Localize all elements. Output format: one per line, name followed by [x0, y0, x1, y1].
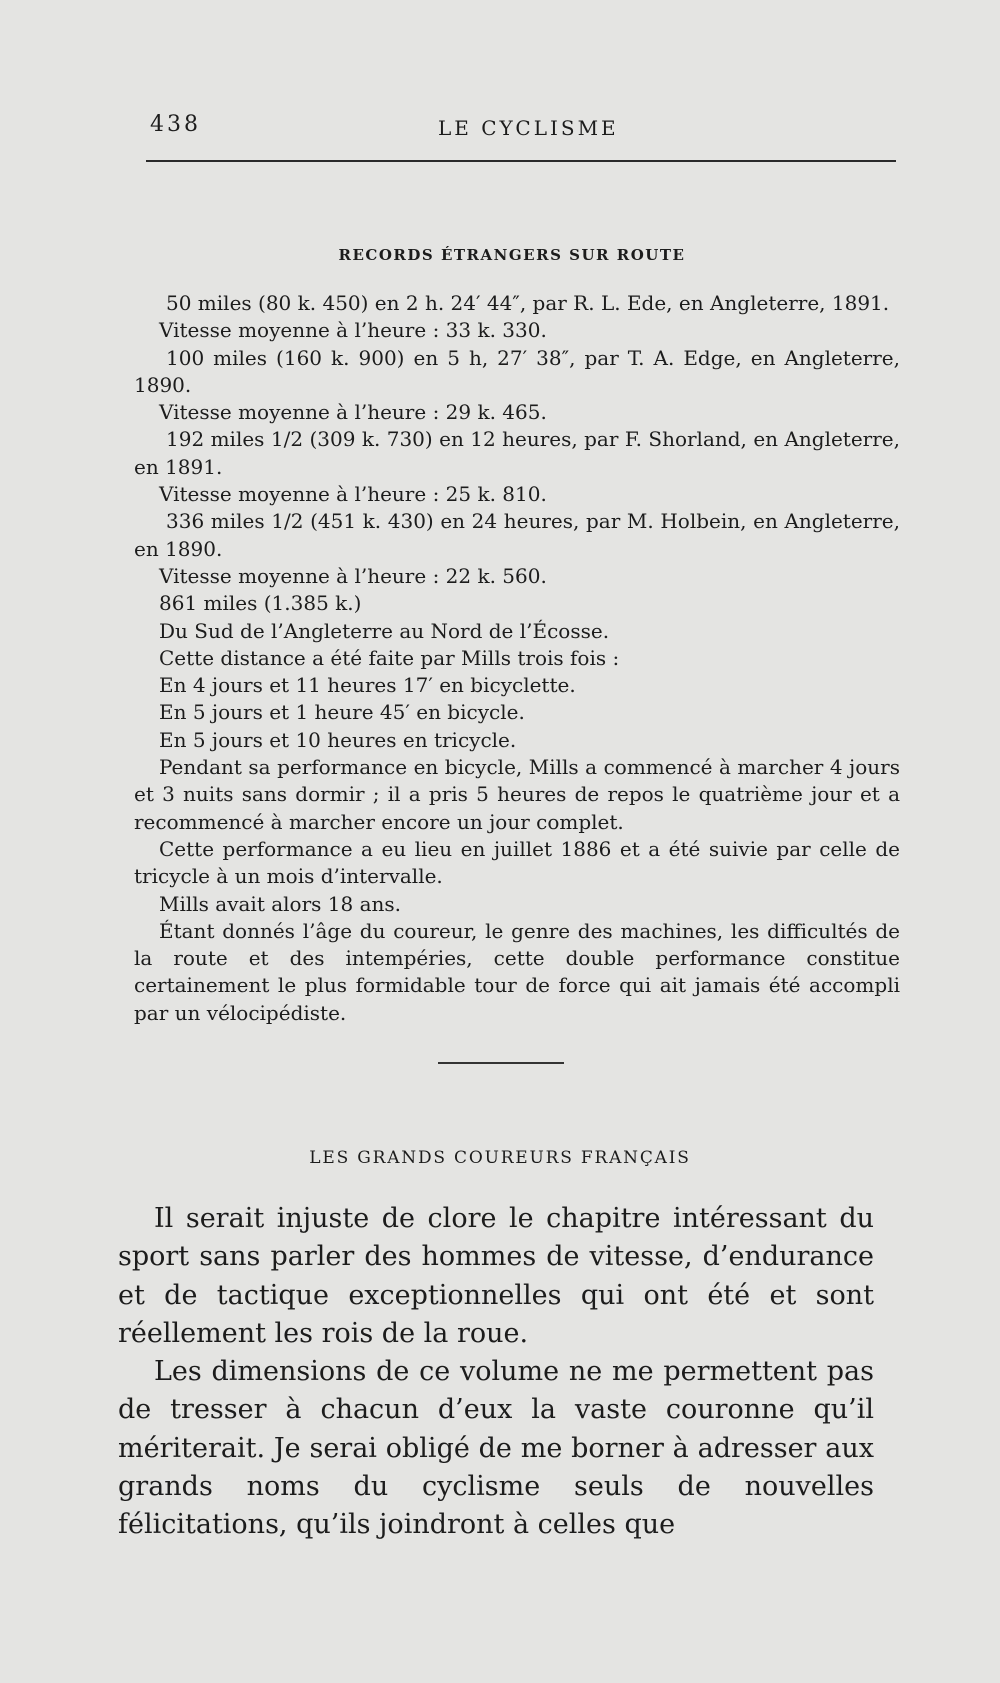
record-line: En 5 jours et 1 heure 45′ en bicycle.: [159, 700, 525, 725]
record-paragraph: Pendant sa performance en bicycle, Mills a commencé à marcher 4 jours et 3 nuits sans dormir ; il a pris 5 heures de repos le quatrième jour et a recommencé à marcher encore un jour complet.: [134, 755, 900, 834]
records-list: [134, 290, 900, 1027]
page-header: [0, 112, 1000, 142]
record-line: 192 miles 1/2 (309 k. 730) en 12 heures, par F. Shorland, en Angleterre, en 1891.: [134, 427, 900, 479]
record-line: 50 miles (80 k. 450) en 2 h. 24′ 44″, par R. L. Ede, en Angleterre, 1891.: [166, 291, 890, 315]
record-line: Vitesse moyenne à l’heure : 29 k. 465.: [159, 400, 547, 425]
record-line: Du Sud de l’Angleterre au Nord de l’Écosse.: [159, 618, 610, 643]
record-line: Vitesse moyenne à l’heure : 33 k. 330.: [159, 318, 547, 343]
records-section-title: RECORDS ÉTRANGERS SUR ROUTE: [338, 246, 686, 264]
section-divider: [438, 1062, 564, 1064]
header-rule: [146, 160, 896, 162]
record-line: Mills avait alors 18 ans.: [159, 891, 402, 916]
record-line: En 4 jours et 11 heures 17′ en bicyclette.: [159, 673, 576, 698]
coureurs-body: [118, 1200, 874, 1545]
coureurs-section-title: LES GRANDS COUREURS FRANÇAIS: [309, 1148, 691, 1168]
record-line: En 5 jours et 10 heures en tricycle.: [159, 727, 517, 752]
record-line: Cette distance a été faite par Mills trois fois :: [159, 645, 620, 670]
body-paragraph: Il serait injuste de clore le chapitre intéressant du sport sans parler des hommes de vitesse, d’endurance et de tactique exceptionnelles qui ont été et sont réellement les rois de la roue.: [118, 1203, 874, 1349]
record-paragraph: Cette performance a eu lieu en juillet 1886 et a été suivie par celle de tricycle à un mois d’intervalle.: [134, 836, 900, 889]
running-title: LE CYCLISME: [438, 116, 619, 140]
record-line: Vitesse moyenne à l’heure : 22 k. 560.: [159, 563, 547, 588]
record-paragraph: Étant donnés l’âge du coureur, le genre des machines, les difficultés de la route et des intempéries, cette double performance constitue certainement le plus formidable tour de force qui ait jamais été accompli par un vélocipédiste.: [134, 918, 900, 1025]
record-line: 861 miles (1.385 k.): [159, 591, 362, 616]
record-line: 336 miles 1/2 (451 k. 430) en 24 heures, par M. Holbein, en Angleterre, en 1890.: [134, 509, 900, 561]
record-line: Vitesse moyenne à l’heure : 25 k. 810.: [159, 482, 547, 507]
page-number: 438: [150, 112, 201, 137]
record-line: 100 miles (160 k. 900) en 5 h, 27′ 38″, par T. A. Edge, en Angleterre, 1890.: [134, 345, 900, 397]
body-paragraph: Les dimensions de ce volume ne me permettent pas de tresser à chacun d’eux la vaste couronne qu’il mériterait. Je serai obligé de me borner à adresser aux grands noms du cyclisme seuls de nouvelles félicitations, qu’ils joindront à celles que: [118, 1356, 874, 1541]
